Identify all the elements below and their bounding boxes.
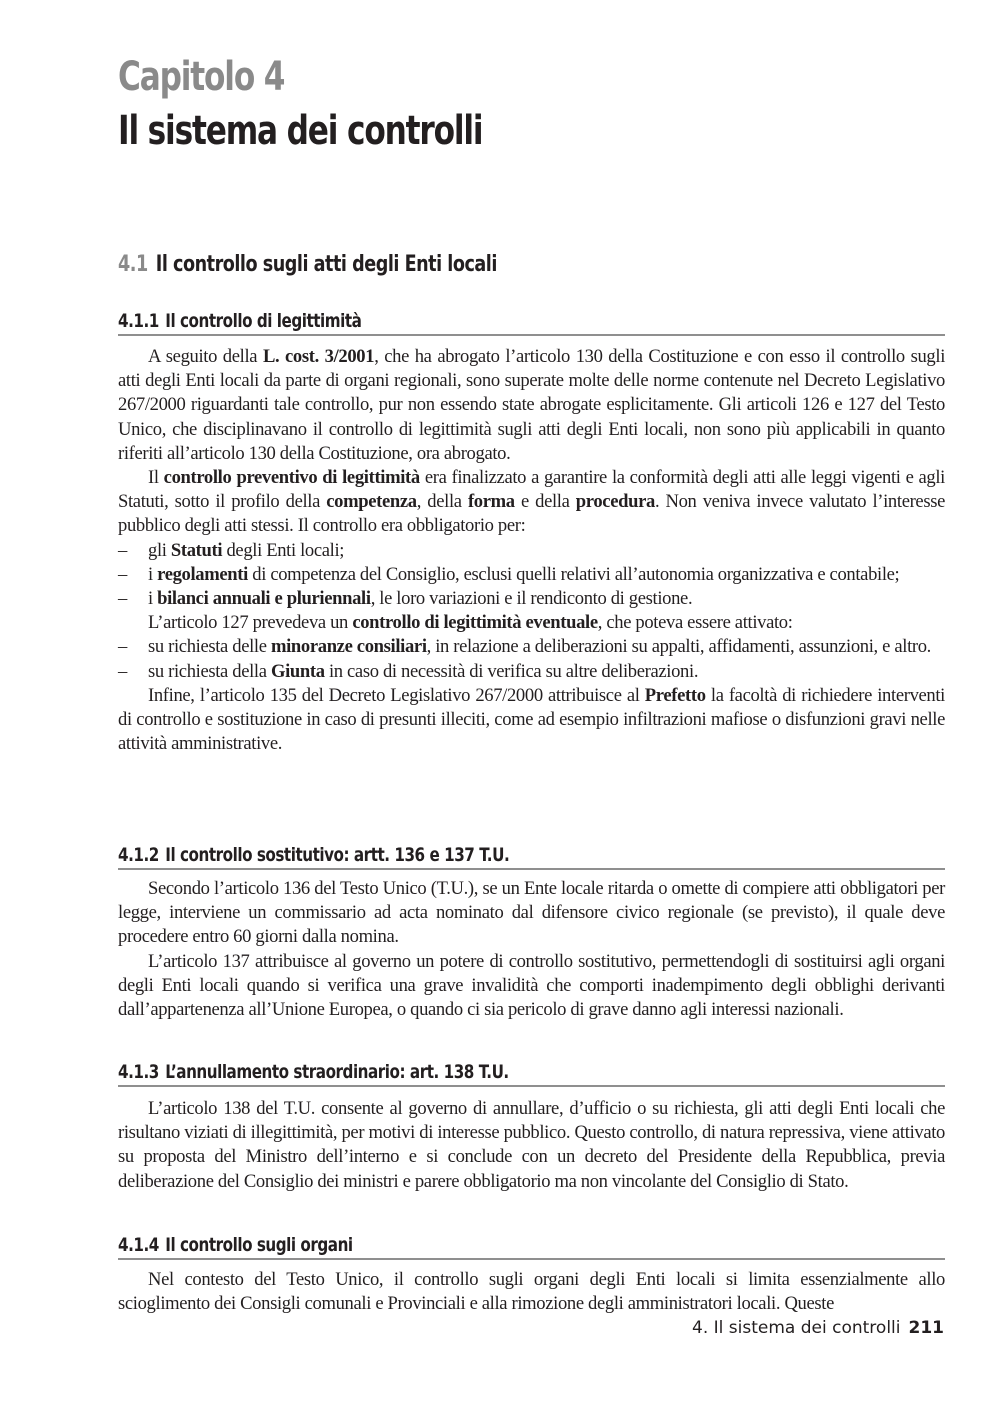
paragraph: L’articolo 138 del T.U. consente al governo di annullare, d’ufficio o su richiesta, gli atti degli Enti locali che risultano viziati di illegittimità, per motivi di interesse pubblico. Questo controllo, di natura repressiva, viene attivato su proposta del Ministro dell’interno e si conclude con un decreto del Presidente della Repubblica, previa deliberazione del Consiglio dei ministri e parere obbligatorio ma non vincolante del Consiglio di Stato.	[118, 1098, 945, 1192]
section-title: Il controllo sugli atti degli Enti locali	[155, 252, 497, 277]
subsection-title: Il controllo sostitutivo: artt. 136 e 137 T.U.	[165, 844, 510, 866]
subsection-heading-4-1-4	[118, 1232, 945, 1260]
list-item: – i bilanci annuali e pluriennali, le loro variazioni e il rendiconto di gestione.	[118, 588, 693, 610]
subsection-body-4-1-2	[118, 877, 945, 1022]
subsection-body-4-1-3	[118, 1097, 945, 1194]
subsection-number: 4.1.1	[118, 310, 159, 332]
subsection-heading-4-1-2	[118, 842, 945, 870]
paragraph: Nel contesto del Testo Unico, il controllo sugli organi degli Enti locali si limita essenzialmente allo scioglimento dei Consigli comunali e Provinciali e alla rimozione degli amministratori locali. Queste	[118, 1269, 945, 1315]
paragraph: L’articolo 127 prevedeva un controllo di legittimità eventuale, che poteva essere attivato:	[148, 612, 793, 634]
subsection-title: Il controllo di legittimità	[165, 310, 362, 332]
list-item: – su richiesta delle minoranze consiliari, in relazione a deliberazioni su appalti, affidamenti, assunzioni, e altro.	[118, 636, 931, 658]
chapter-title: Il sistema dei controlli	[118, 108, 483, 154]
subsection-title: Il controllo sugli organi	[165, 1234, 353, 1256]
paragraph: L’articolo 137 attribuisce al governo un potere di controllo sostitutivo, permettendogli di sostituirsi agli organi degli Enti locali quando si verifica una grave invalidità che comporti inadempimento degli obblighi derivanti dall’appartenenza all’Unione Europea, o quando ci sia pericolo di grave danno agli interessi nazionali.	[118, 950, 945, 1021]
subsection-heading-4-1-3	[118, 1059, 945, 1087]
list-item: – su richiesta della Giunta in caso di necessità di verifica su altre deliberazioni.	[118, 660, 699, 682]
chapter-label: Capitolo 4	[118, 54, 285, 100]
running-title: 4. Il sistema dei controlli	[692, 1318, 901, 1338]
subsection-number: 4.1.3	[118, 1061, 159, 1083]
list-item: – gli Statuti degli Enti locali;	[118, 539, 345, 561]
subsection-body-4-1-1	[118, 345, 945, 756]
subsection-heading-4-1-1	[118, 308, 945, 336]
page-footer	[692, 1318, 944, 1338]
paragraph: Secondo l’articolo 136 del Testo Unico (T.U.), se un Ente locale ritarda o omette di compiere atti obbligatori per legge, interviene un commissario ad acta nominato dal difensore civico regionale (se previsto), il quale deve procedere entro 60 giorni dalla nomina.	[118, 878, 945, 948]
page-number: 211	[908, 1318, 944, 1338]
paragraph: A seguito della L. cost. 3/2001, che ha abrogato l’articolo 130 della Costituzione e con esso il controllo sugli atti degli Enti locali da parte di organi regionali, sono superate molte delle norme contenute nel Decreto Legislativo 267/2000 riguardanti tale controllo, pur non essendo state abrogate esplicitamente. Gli articoli 126 e 127 del Testo Unico, che disciplinavano il controllo di legittimità sugli atti degli Enti locali, non sono più applicabili in quanto riferiti all’articolo 130 della Costituzione, ora abrogato.	[118, 346, 946, 464]
section-number: 4.1	[118, 252, 148, 277]
subsection-title: L’annullamento straordinario: art. 138 T.U.	[165, 1061, 509, 1083]
paragraph: Il controllo preventivo di legittimità era finalizzato a garantire la conformità degli atti alle leggi vigenti e agli Statuti, sotto il profilo della competenza, della forma e della procedura. Non veniva invece valutato l’interesse pubblico degli atti stessi. Il controllo era obbligatorio per:	[118, 467, 946, 537]
list-item: – i regolamenti di competenza del Consiglio, esclusi quelli relativi all’autonomia organizzativa e contabile;	[118, 563, 900, 585]
subsection-body-4-1-4	[118, 1268, 945, 1316]
section-heading	[118, 252, 497, 277]
subsection-number: 4.1.4	[118, 1234, 159, 1256]
subsection-number: 4.1.2	[118, 844, 159, 866]
paragraph: Infine, l’articolo 135 del Decreto Legislativo 267/2000 attribuisce al Prefetto la facoltà di richiedere interventi di controllo e sostituzione in caso di presunti illeciti, come ad esempio infiltrazioni mafiose o disfunzioni gravi nelle attività amministrative.	[118, 684, 945, 755]
